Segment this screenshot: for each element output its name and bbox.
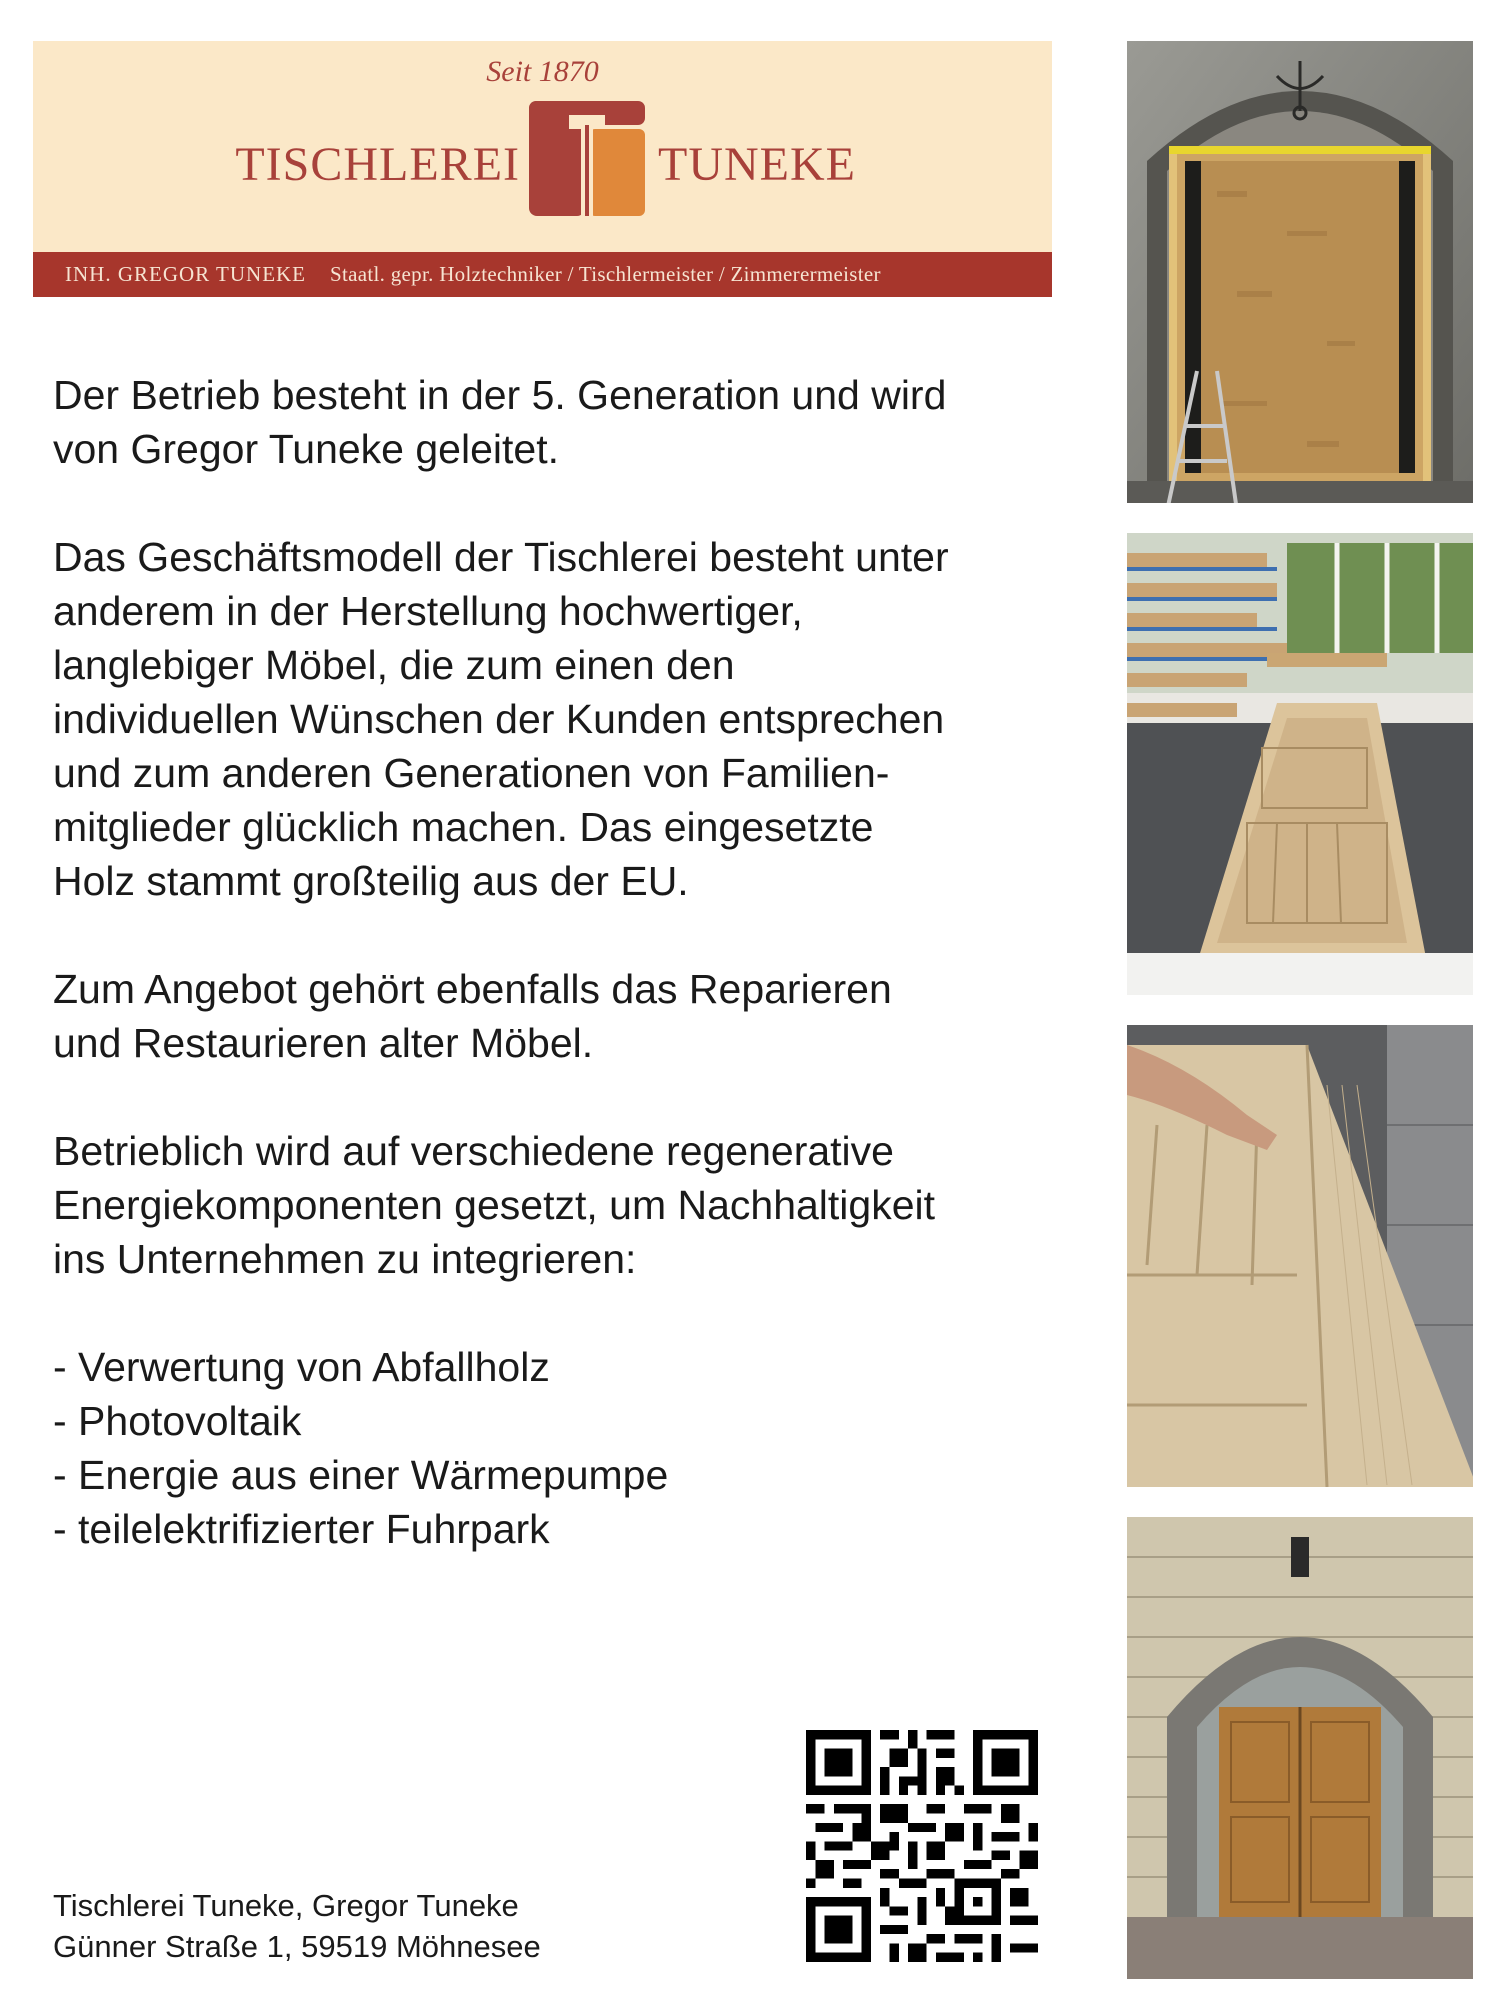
logo-banner: [33, 41, 1052, 297]
qr-code-icon[interactable]: [806, 1730, 1038, 1962]
logo-qualifications: Staatl. gepr. Holztechniker / Tischlermeister / Zimmerermeister: [330, 262, 881, 286]
address-line-2: Günner Straße 1, 59519 Möhnesee: [53, 1929, 541, 1964]
list-item: - teilelektrifizierter Fuhrpark: [53, 1506, 550, 1552]
main-content: [53, 368, 1063, 1556]
oak-door-closeup-photo: [1127, 1025, 1473, 1487]
address-line-1: Tischlerei Tuneke, Gregor Tuneke: [53, 1888, 519, 1923]
list-item: - Energie aus einer Wärmepumpe: [53, 1452, 669, 1498]
energy-list: [53, 1340, 1063, 1556]
workshop-door-panel-photo: [1127, 533, 1473, 995]
paragraph-energy: Betrieblich wird auf verschiedene regenerative Energiekomponenten gesetzt, um Nachhaltigkeit ins Unternehmen zu integrieren:: [53, 1128, 936, 1282]
list-item: - Verwertung von Abfallholz: [53, 1344, 550, 1390]
tuneke-logo-icon: [529, 101, 645, 216]
logo-name-right: TUNEKE: [658, 138, 856, 191]
paragraph-business-model: Das Geschäftsmodell der Tischlerei besteht unter anderem in der Herstellung hochwertiger, langlebiger Möbel, die zum einen den individuellen Wünschen der Kunden entsprechen und zum anderen Generationen von Familien- mitglieder glücklich machen. Das eingesetzte Holz stammt großteilig aus der EU.: [53, 534, 949, 904]
paragraph-generation: Der Betrieb besteht in der 5. Generation und wird von Gregor Tuneke geleitet.: [53, 372, 947, 472]
finished-church-door-photo: [1127, 1517, 1473, 1979]
logo-owner: INH. GREGOR TUNEKE: [65, 262, 307, 286]
address-block: [53, 1885, 541, 1967]
paragraph-offer: Zum Angebot gehört ebenfalls das Reparieren und Restaurieren alter Möbel.: [53, 966, 892, 1066]
logo-tagline-bar: [33, 252, 1052, 297]
logo-since: Seit 1870: [486, 55, 599, 88]
list-item: - Photovoltaik: [53, 1398, 302, 1444]
logo-name-left: TISCHLEREI: [235, 138, 520, 191]
door-under-construction-photo: [1127, 41, 1473, 503]
